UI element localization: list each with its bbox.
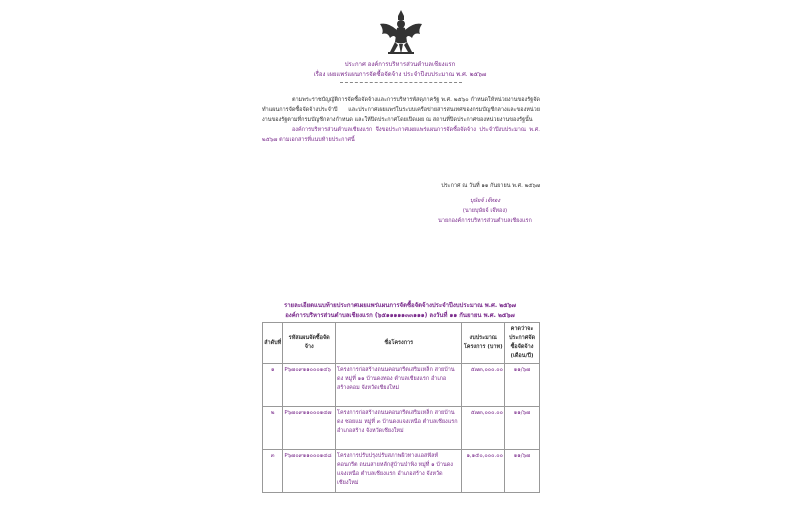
- announcement-subject: เรื่อง เผยแพร่แผนการจัดซื้อจัดจ้าง ประจำปีงบประมาณ พ.ศ. ๒๕๖๗: [313, 71, 487, 78]
- announcement-body: [262, 95, 540, 145]
- table-row: [263, 364, 540, 407]
- header-code: รหัสแผนจัดซื้อจัดจ้าง: [283, 323, 336, 364]
- signer-name: (นายบุษัยจ์ เจ๊ทอง): [462, 208, 508, 214]
- announcement-date: ประกาศ ณ วันที่ ๑๑ กันยายน พ.ศ. ๒๕๖๗: [441, 183, 540, 189]
- cell-no: ๒: [263, 407, 283, 450]
- cell-budget: ๑,๑๕๐,๐๐๐.๐๐: [462, 450, 505, 493]
- cell-month: ๑๑/๖๗: [504, 364, 539, 407]
- cell-budget: ๕๗๓,๐๐๐.๐๐: [462, 364, 505, 407]
- signer-position: นายกองค์การบริหารส่วนตำบลเชียงแรก: [438, 218, 532, 224]
- cell-project-name: โครงการปรับปรุงปรับสภาพผิวทางแอสฟัลท์ คอนกรีต ถนนสายหลักสู่บ้านป่าพิง หมู่ที่ ๑ บ้านดงแจงเหนือ ตำบลเชียงแรก อำเภอสร้าง จังหวัดเชียงใหม่: [336, 450, 462, 493]
- garuda-emblem: [378, 8, 424, 58]
- signature: บุษัยจ์ เจ๊ทอง: [469, 198, 501, 204]
- cell-code: P๖๗๐๙๑๑๐๐๐๑๔๗: [283, 407, 336, 450]
- table-row: [263, 450, 540, 493]
- cell-project-name: โครงการก่อสร้างถนนคอนกรีตเสริมเหล็ก สายบ้านดง หมู่ที่ ๑๑ บ้านดงทอง ตำบลเชียงแรก อำเภอสร้างคอม จังหวัดเชียงใหม่: [336, 364, 462, 407]
- header-project-name: ชื่อโครงการ: [336, 323, 462, 364]
- cell-no: ๑: [263, 364, 283, 407]
- header-month: คาดว่าจะประกาศจัดซื้อจัดจ้าง (เดือน/ปี): [504, 323, 539, 364]
- cell-budget: ๕๗๓,๐๐๐.๐๐: [462, 407, 505, 450]
- table-title-line-1: รายละเอียดแนบท้ายประกาศเผยแพร่แผนการจัดซื้อจัดจ้างประจำปีงบประมาณ พ.ศ. ๒๕๖๗: [283, 302, 517, 309]
- signature-block: [410, 196, 560, 226]
- table-row: [263, 407, 540, 450]
- announcement-title: ประกาศ องค์การบริหารส่วนตำบลเชียงแรก: [344, 61, 456, 68]
- header-budget: งบประมาณโครงการ (บาท): [462, 323, 505, 364]
- procurement-table: [262, 322, 540, 493]
- cell-code: P๖๗๐๙๑๑๐๐๐๑๔๘: [283, 450, 336, 493]
- cell-code: P๖๗๐๙๑๑๐๐๐๑๔๖: [283, 364, 336, 407]
- header-no: ลำดับที่: [263, 323, 283, 364]
- divider: [340, 82, 462, 83]
- cell-project-name: โครงการก่อสร้างถนนคอนกรีตเสริมเหล็ก สายบ้านดง ซอยแม หมู่ที่ ๓ บ้านดงแจงเหนือ ตำบลเชียงแรก อำเภอสร้าง จังหวัดเชียงใหม่: [336, 407, 462, 450]
- body-paragraph-2: องค์การบริหารส่วนตำบลเชียงแรก จึงขอประกาศเผยแพร่แผนการจัดซื้อจัดจ้าง ประจำปีงบประมาณ พ.ศ. ๒๕๖๗ ตามเอกสารที่แนบท้ายประกาศนี้: [262, 127, 540, 143]
- cell-month: ๑๑/๖๗: [504, 450, 539, 493]
- table-title-line-2: องค์การบริหารส่วนตำบลเชียงแรก (๖๕๑๑๑๑๑๓๓๑๑๑) ลงวันที่ ๑๑ กันยายน พ.ศ. ๒๕๖๗: [285, 312, 515, 319]
- table-title: [0, 301, 800, 321]
- announcement-header: [0, 60, 800, 80]
- body-paragraph-1: ตามพระราชบัญญัติการจัดซื้อจัดจ้างและการบริหารพัสดุภาครัฐ พ.ศ. ๒๕๖๐ กำหนดให้หน่วยงานของรัฐจัดทำแผนการจัดซื้อจัดจ้างประจำปี และประกาศเผยแพร่ในระบบเครือข่ายสารสนเทศของกรมบัญชีกลางและของหน่วยงานของรัฐตามที่กรมบัญชีกลางกำหนด และให้ปิดประกาศโดยเปิดเผย ณ สถานที่ปิดประกาศของหน่วยงานของรัฐนั้น: [262, 97, 540, 123]
- cell-month: ๑๑/๖๗: [504, 407, 539, 450]
- table-header-row: [263, 323, 540, 364]
- cell-no: ๓: [263, 450, 283, 493]
